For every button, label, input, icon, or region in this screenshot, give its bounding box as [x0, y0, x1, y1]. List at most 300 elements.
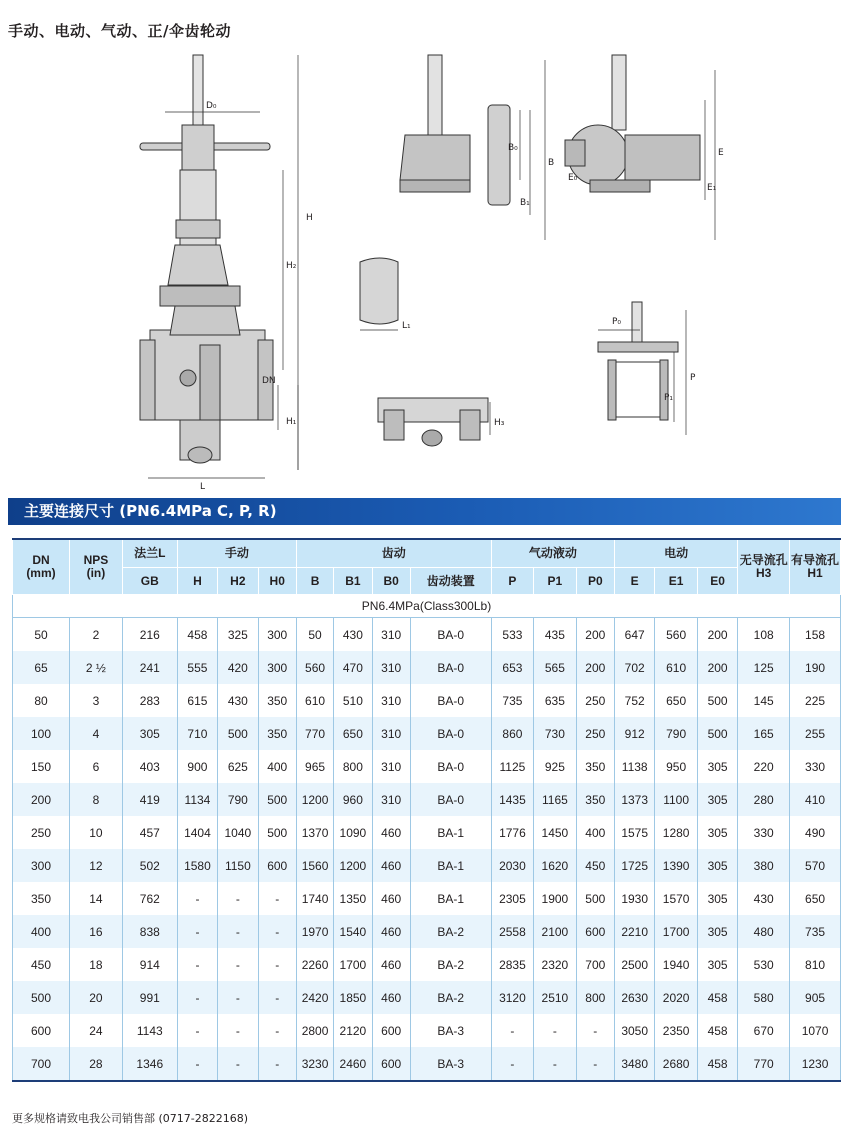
table-cell: 2460 — [334, 1047, 372, 1081]
table-cell: 500 — [697, 717, 737, 750]
table-cell: 762 — [122, 882, 177, 915]
table-row — [13, 684, 841, 717]
table-row — [13, 1014, 841, 1047]
table-cell: 400 — [576, 816, 614, 849]
table-cell: 400 — [258, 750, 296, 783]
table-cell: 458 — [697, 1047, 737, 1081]
col-e1: E1 — [655, 568, 697, 595]
table-cell: BA-2 — [410, 981, 491, 1014]
label-d0: D₀ — [206, 101, 217, 111]
table-cell: 255 — [790, 717, 841, 750]
table-cell: 2210 — [614, 915, 654, 948]
table-cell: 560 — [655, 618, 697, 652]
table-cell: 647 — [614, 618, 654, 652]
table-cell: 190 — [790, 651, 841, 684]
table-cell: 305 — [697, 750, 737, 783]
table-cell: 435 — [534, 618, 576, 652]
table-cell: 20 — [69, 981, 122, 1014]
label-h1: H₁ — [286, 417, 297, 427]
col-group-electric: 电动 — [614, 539, 737, 568]
col-gear-device: 齿动装置 — [410, 568, 491, 595]
table-cell: 1090 — [334, 816, 372, 849]
table-cell: - — [218, 981, 258, 1014]
table-cell: 670 — [738, 1014, 790, 1047]
table-cell: 460 — [372, 816, 410, 849]
table-row — [13, 651, 841, 684]
table-cell: 350 — [576, 750, 614, 783]
table-cell: 600 — [258, 849, 296, 882]
table-cell: 1620 — [534, 849, 576, 882]
table-cell: 570 — [790, 849, 841, 882]
table-cell: - — [258, 948, 296, 981]
table-cell: 450 — [576, 849, 614, 882]
table-cell: 1280 — [655, 816, 697, 849]
table-cell: 200 — [697, 651, 737, 684]
table-cell: 600 — [372, 1047, 410, 1081]
table-cell: 615 — [177, 684, 217, 717]
table-cell: 305 — [697, 882, 737, 915]
table-cell: 2030 — [491, 849, 533, 882]
table-cell: 460 — [372, 981, 410, 1014]
table-cell: BA-0 — [410, 783, 491, 816]
table-cell: 1040 — [218, 816, 258, 849]
table-cell: 800 — [576, 981, 614, 1014]
table-cell: 565 — [534, 651, 576, 684]
col-gb: GB — [122, 568, 177, 595]
table-cell: 300 — [258, 651, 296, 684]
table-cell: 650 — [655, 684, 697, 717]
table-cell: 2630 — [614, 981, 654, 1014]
table-cell: 2800 — [296, 1014, 333, 1047]
table-cell: 330 — [738, 816, 790, 849]
table-cell: 108 — [738, 618, 790, 652]
table-cell: 1404 — [177, 816, 217, 849]
table-cell: - — [218, 948, 258, 981]
table-cell: BA-0 — [410, 618, 491, 652]
table-cell: - — [491, 1014, 533, 1047]
table-cell: 1700 — [655, 915, 697, 948]
table-cell: 1560 — [296, 849, 333, 882]
table-cell: 2 — [69, 618, 122, 652]
table-cell: 350 — [13, 882, 70, 915]
table-cell: 2350 — [655, 1014, 697, 1047]
table-cell: 730 — [534, 717, 576, 750]
table-cell: 18 — [69, 948, 122, 981]
table-cell: 2120 — [334, 1014, 372, 1047]
table-cell: 310 — [372, 717, 410, 750]
col-p0: P0 — [576, 568, 614, 595]
table-cell: 960 — [334, 783, 372, 816]
table-cell: 241 — [122, 651, 177, 684]
table-cell: BA-1 — [410, 882, 491, 915]
table-cell: 480 — [738, 915, 790, 948]
table-cell: 200 — [576, 651, 614, 684]
col-nps: NPS (in) — [69, 539, 122, 595]
table-cell: 2 ½ — [69, 651, 122, 684]
table-cell: 50 — [13, 618, 70, 652]
table-cell: 625 — [218, 750, 258, 783]
table-cell: 250 — [13, 816, 70, 849]
table-cell: 457 — [122, 816, 177, 849]
table-cell: 350 — [576, 783, 614, 816]
table-cell: - — [177, 1014, 217, 1047]
table-cell: - — [534, 1014, 576, 1047]
table-cell: 24 — [69, 1014, 122, 1047]
table-cell: 165 — [738, 717, 790, 750]
table-cell: 650 — [790, 882, 841, 915]
table-cell: 1100 — [655, 783, 697, 816]
table-cell: 460 — [372, 849, 410, 882]
table-row — [13, 1047, 841, 1081]
table-cell: 700 — [13, 1047, 70, 1081]
table-cell: 16 — [69, 915, 122, 948]
table-cell: BA-1 — [410, 849, 491, 882]
col-p: P — [491, 568, 533, 595]
table-cell: BA-2 — [410, 948, 491, 981]
table-cell: 200 — [697, 618, 737, 652]
table-cell: 610 — [655, 651, 697, 684]
table-cell: 410 — [790, 783, 841, 816]
table-cell: 3480 — [614, 1047, 654, 1081]
table-cell: 2510 — [534, 981, 576, 1014]
table-cell: 600 — [372, 1014, 410, 1047]
table-cell: 3230 — [296, 1047, 333, 1081]
table-cell: 710 — [177, 717, 217, 750]
table-cell: 80 — [13, 684, 70, 717]
table-cell: 2305 — [491, 882, 533, 915]
table-cell: 200 — [576, 618, 614, 652]
electric-actuator-dimensions — [705, 70, 715, 240]
table-cell: 403 — [122, 750, 177, 783]
table-cell: 810 — [790, 948, 841, 981]
table-cell: 310 — [372, 684, 410, 717]
table-cell: BA-3 — [410, 1014, 491, 1047]
table-cell: 500 — [258, 816, 296, 849]
table-cell: 600 — [576, 915, 614, 948]
table-cell: 4 — [69, 717, 122, 750]
table-row — [13, 618, 841, 652]
table-cell: 2500 — [614, 948, 654, 981]
table-cell: 380 — [738, 849, 790, 882]
col-h: H — [177, 568, 217, 595]
table-row — [13, 849, 841, 882]
table-cell: 912 — [614, 717, 654, 750]
table-cell: 735 — [491, 684, 533, 717]
table-cell: 350 — [258, 717, 296, 750]
table-cell: 502 — [122, 849, 177, 882]
table-cell: 3050 — [614, 1014, 654, 1047]
table-cell: 250 — [576, 717, 614, 750]
table-cell: 914 — [122, 948, 177, 981]
col-b0: B0 — [372, 568, 410, 595]
table-cell: 14 — [69, 882, 122, 915]
col-dn: DN (mm) — [13, 539, 70, 595]
col-e0: E0 — [697, 568, 737, 595]
col-h0: H0 — [258, 568, 296, 595]
table-cell: - — [218, 1014, 258, 1047]
table-cell: 430 — [218, 684, 258, 717]
table-cell: 1435 — [491, 783, 533, 816]
label-p0: P₀ — [612, 317, 622, 327]
table-cell: 28 — [69, 1047, 122, 1081]
label-b: B — [548, 158, 555, 168]
table-cell: 1580 — [177, 849, 217, 882]
table-cell: 770 — [738, 1047, 790, 1081]
table-cell: 1230 — [790, 1047, 841, 1081]
table-cell: 400 — [13, 915, 70, 948]
table-cell: 450 — [13, 948, 70, 981]
table-cell: 280 — [738, 783, 790, 816]
table-cell: 1776 — [491, 816, 533, 849]
table-cell: 905 — [790, 981, 841, 1014]
table-cell: 600 — [13, 1014, 70, 1047]
footer-note: 更多规格请致电我公司销售部 (0717-2822168) — [12, 1112, 249, 1125]
table-cell: - — [177, 915, 217, 948]
table-cell: 420 — [218, 651, 258, 684]
table-cell: BA-1 — [410, 816, 491, 849]
table-cell: 1930 — [614, 882, 654, 915]
table-cell: 1740 — [296, 882, 333, 915]
col-b1: B1 — [334, 568, 372, 595]
table-cell: 555 — [177, 651, 217, 684]
table-cell: 350 — [258, 684, 296, 717]
table-cell: 1200 — [334, 849, 372, 882]
label-h2: H₂ — [286, 261, 297, 271]
col-e: E — [614, 568, 654, 595]
label-l1: L₁ — [402, 321, 411, 331]
col-h2: H2 — [218, 568, 258, 595]
table-cell: 653 — [491, 651, 533, 684]
col-b: B — [296, 568, 333, 595]
table-cell: 310 — [372, 750, 410, 783]
table-cell: 900 — [177, 750, 217, 783]
table-cell: - — [258, 882, 296, 915]
table-cell: 460 — [372, 915, 410, 948]
table-cell: 1370 — [296, 816, 333, 849]
table-cell: BA-0 — [410, 717, 491, 750]
table-cell: 500 — [13, 981, 70, 1014]
label-l: L — [200, 482, 206, 490]
table-cell: 458 — [697, 1014, 737, 1047]
table-cell: 530 — [738, 948, 790, 981]
table-cell: 310 — [372, 783, 410, 816]
table-cell: 1725 — [614, 849, 654, 882]
table-cell: BA-0 — [410, 684, 491, 717]
table-cell: 1570 — [655, 882, 697, 915]
col-h3: 无导流孔 H3 — [738, 539, 790, 595]
table-cell: 250 — [576, 684, 614, 717]
col-p1: P1 — [534, 568, 576, 595]
table-cell: 860 — [491, 717, 533, 750]
table-cell: 635 — [534, 684, 576, 717]
table-cell: - — [218, 882, 258, 915]
table-cell: 838 — [122, 915, 177, 948]
table-cell: - — [258, 981, 296, 1014]
table-cell: 2680 — [655, 1047, 697, 1081]
table-cell: 1575 — [614, 816, 654, 849]
table-cell: 2835 — [491, 948, 533, 981]
label-h: H — [306, 213, 313, 223]
table-cell: 65 — [13, 651, 70, 684]
table-row — [13, 981, 841, 1014]
table-cell: 50 — [296, 618, 333, 652]
label-h3: H₃ — [494, 418, 505, 428]
table-cell: 1940 — [655, 948, 697, 981]
table-cell: 950 — [655, 750, 697, 783]
table-cell: 125 — [738, 651, 790, 684]
table-cell: 1900 — [534, 882, 576, 915]
table-cell: - — [177, 1047, 217, 1081]
col-group-pneumatic: 气动液动 — [491, 539, 614, 568]
table-cell: 1125 — [491, 750, 533, 783]
table-cell: - — [177, 882, 217, 915]
table-cell: 3 — [69, 684, 122, 717]
table-cell: 580 — [738, 981, 790, 1014]
table-cell: 2100 — [534, 915, 576, 948]
table-cell: 158 — [790, 618, 841, 652]
table-cell: 1143 — [122, 1014, 177, 1047]
table-cell: - — [218, 1047, 258, 1081]
table-cell: 225 — [790, 684, 841, 717]
table-cell: 6 — [69, 750, 122, 783]
table-cell: 1540 — [334, 915, 372, 948]
table-row — [13, 816, 841, 849]
table-cell: 2320 — [534, 948, 576, 981]
table-cell: 458 — [177, 618, 217, 652]
table-cell: 560 — [296, 651, 333, 684]
table-cell: 1390 — [655, 849, 697, 882]
table-cell: 800 — [334, 750, 372, 783]
table-cell: 1850 — [334, 981, 372, 1014]
label-e: E — [718, 148, 724, 158]
dimensions-table — [12, 538, 841, 1082]
class-row: PN6.4MPa(Class300Lb) — [13, 595, 841, 618]
table-cell: 3120 — [491, 981, 533, 1014]
table-cell: 500 — [576, 882, 614, 915]
table-cell: 305 — [697, 849, 737, 882]
table-cell: - — [258, 915, 296, 948]
label-p1: P₁ — [664, 393, 674, 403]
table-cell: 965 — [296, 750, 333, 783]
table-row — [13, 948, 841, 981]
table-row — [13, 717, 841, 750]
section-l1-drawing — [360, 258, 398, 324]
table-cell: 1970 — [296, 915, 333, 948]
electric-actuator-drawing — [565, 55, 700, 192]
table-cell: - — [177, 981, 217, 1014]
table-cell: - — [576, 1047, 614, 1081]
table-cell: 702 — [614, 651, 654, 684]
table-cell: 430 — [334, 618, 372, 652]
table-cell: BA-0 — [410, 651, 491, 684]
label-dn: DN — [262, 376, 276, 386]
table-cell: - — [258, 1014, 296, 1047]
table-cell: - — [218, 915, 258, 948]
table-cell: 8 — [69, 783, 122, 816]
table-cell: 490 — [790, 816, 841, 849]
valve-drawings — [0, 40, 856, 490]
table-cell: 533 — [491, 618, 533, 652]
table-cell: 1346 — [122, 1047, 177, 1081]
table-cell: 305 — [122, 717, 177, 750]
table-cell: - — [491, 1047, 533, 1081]
table-cell: 460 — [372, 948, 410, 981]
label-p: P — [690, 373, 696, 383]
table-cell: 216 — [122, 618, 177, 652]
gear-operator-drawing — [400, 55, 510, 205]
table-cell: 1700 — [334, 948, 372, 981]
table-cell: 220 — [738, 750, 790, 783]
table-cell: 925 — [534, 750, 576, 783]
section-h3-drawing — [378, 398, 488, 446]
table-cell: 790 — [655, 717, 697, 750]
table-cell: 310 — [372, 618, 410, 652]
table-cell: 735 — [790, 915, 841, 948]
table-cell: 1150 — [218, 849, 258, 882]
table-cell: 1373 — [614, 783, 654, 816]
table-cell: 1138 — [614, 750, 654, 783]
table-cell: 300 — [13, 849, 70, 882]
table-cell: 458 — [697, 981, 737, 1014]
label-b0: B₀ — [508, 143, 518, 153]
table-cell: - — [177, 948, 217, 981]
gear-operator-dimensions — [520, 60, 545, 240]
table-cell: 610 — [296, 684, 333, 717]
table-cell: 430 — [738, 882, 790, 915]
table-cell: 2260 — [296, 948, 333, 981]
table-cell: 2558 — [491, 915, 533, 948]
section-title-bar: 主要连接尺寸 (PN6.4MPa C, P, R) — [8, 498, 841, 525]
gate-valve-drawing — [140, 55, 273, 463]
table-cell: 12 — [69, 849, 122, 882]
col-group-gear: 齿动 — [296, 539, 491, 568]
table-cell: 300 — [258, 618, 296, 652]
table-row — [13, 915, 841, 948]
col-group-manual: 手动 — [177, 539, 296, 568]
table-cell: 305 — [697, 915, 737, 948]
table-cell: - — [258, 1047, 296, 1081]
table-cell: 770 — [296, 717, 333, 750]
table-cell: 145 — [738, 684, 790, 717]
table-cell: 500 — [258, 783, 296, 816]
table-cell: 200 — [13, 783, 70, 816]
table-cell: 325 — [218, 618, 258, 652]
table-cell: 510 — [334, 684, 372, 717]
table-cell: 790 — [218, 783, 258, 816]
table-cell: 150 — [13, 750, 70, 783]
table-cell: 650 — [334, 717, 372, 750]
table-cell: 752 — [614, 684, 654, 717]
label-b1: B₁ — [520, 198, 530, 208]
table-cell: BA-0 — [410, 750, 491, 783]
table-cell: BA-2 — [410, 915, 491, 948]
table-cell: 305 — [697, 816, 737, 849]
col-h1: 有导流孔 H1 — [790, 539, 841, 595]
table-cell: 1134 — [177, 783, 217, 816]
table-cell: 305 — [697, 948, 737, 981]
table-cell: 991 — [122, 981, 177, 1014]
table-cell: BA-3 — [410, 1047, 491, 1081]
table-cell: 2420 — [296, 981, 333, 1014]
label-e0: E₀ — [568, 173, 578, 183]
table-cell: 100 — [13, 717, 70, 750]
table-cell: 460 — [372, 882, 410, 915]
table-cell: 310 — [372, 651, 410, 684]
table-cell: 2020 — [655, 981, 697, 1014]
table-cell: 470 — [334, 651, 372, 684]
table-cell: 500 — [697, 684, 737, 717]
table-row — [13, 783, 841, 816]
